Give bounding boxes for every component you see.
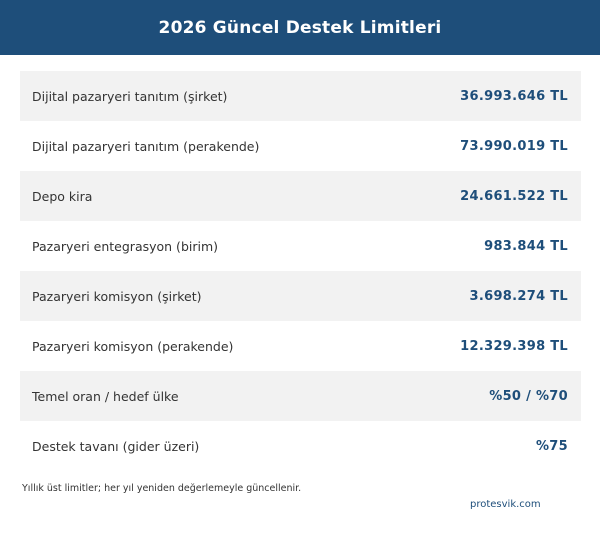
- row-label: Pazaryeri komisyon (şirket): [32, 288, 202, 304]
- table-row: [20, 171, 581, 221]
- row-value: 12.329.398 TL: [460, 338, 568, 354]
- row-label: Pazaryeri entegrasyon (birim): [32, 238, 219, 254]
- row-value: 24.661.522 TL: [460, 188, 568, 204]
- limits-table: [20, 71, 581, 471]
- row-label: Dijital pazaryeri tanıtım (şirket): [32, 88, 228, 104]
- table-row: [20, 421, 581, 471]
- row-value: %50 / %70: [489, 388, 568, 404]
- table-row: [20, 121, 581, 171]
- footnote: Yıllık üst limitler; her yıl yeniden değerlemeyle güncellenir.: [22, 483, 302, 494]
- row-value: 983.844 TL: [484, 238, 568, 254]
- row-label: Dijital pazaryeri tanıtım (perakende): [32, 138, 260, 154]
- row-value: 73.990.019 TL: [460, 138, 568, 154]
- table-row: [20, 71, 581, 121]
- table-row: [20, 221, 581, 271]
- row-label: Depo kira: [32, 188, 93, 204]
- page-title: 2026 Güncel Destek Limitleri: [158, 17, 442, 38]
- table-row: [20, 271, 581, 321]
- source-link[interactable]: protesvik.com: [470, 499, 541, 510]
- row-label: Temel oran / hedef ülke: [32, 388, 179, 404]
- row-value: 36.993.646 TL: [460, 88, 568, 104]
- table-row: [20, 321, 581, 371]
- page-header: [0, 0, 600, 55]
- row-label: Destek tavanı (gider üzeri): [32, 438, 200, 454]
- row-value: %75: [535, 438, 568, 454]
- table-row: [20, 371, 581, 421]
- row-value: 3.698.274 TL: [469, 288, 568, 304]
- row-label: Pazaryeri komisyon (perakende): [32, 338, 234, 354]
